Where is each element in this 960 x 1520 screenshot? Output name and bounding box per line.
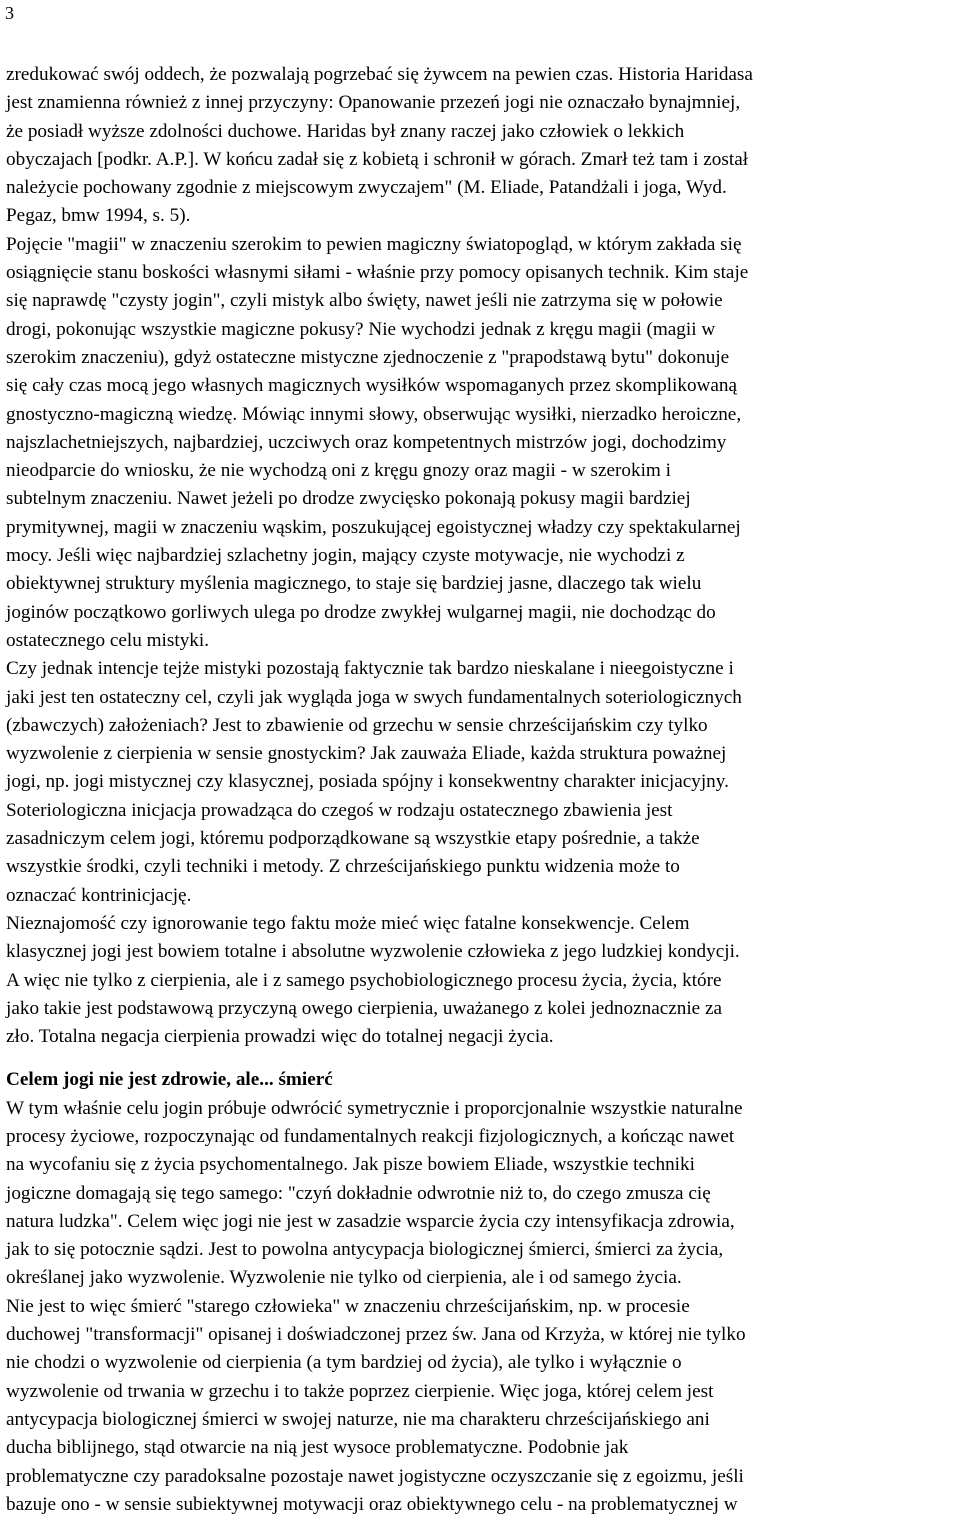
text-line: Nieznajomość czy ignorowanie tego faktu może mieć więc fatalne konsekwencje. Celem [6, 912, 690, 934]
text-line: ducha biblijnego, stąd otwarcie na nią jest wysoce problematyczne. Podobnie jak [6, 1437, 629, 1459]
text-line: nie chodzi o wyzwolenie od cierpienia (a tym bardziej od życia), ale tylko i wyłącznie o [6, 1352, 682, 1374]
paragraph [6, 1293, 954, 1519]
text-line: problematyczne czy paradoksalne pozostaje nawet jogistyczne oczyszczanie się z egoizmu, jeśli [6, 1465, 744, 1487]
text-line: natura ludzka". Celem więc jogi nie jest w zasadzie wsparcie życia czy intensyfikacja zdrowia, [6, 1210, 735, 1232]
text-line: wszystkie środki, czyli techniki i metody. Z chrześcijańskiego punktu widzenia może to [6, 856, 680, 878]
text-line: gnostyczno-magiczną wiedzę. Mówiąc innymi słowy, obserwując wysiłki, nierzadko heroiczne, [6, 403, 742, 425]
text-line: joginów początkowo gorliwych ulega po drodze zwykłej wulgarnej magii, nie dochodząc do [6, 601, 716, 623]
text-line: klasycznej jogi jest bowiem totalne i absolutne wyzwolenie człowieka z jego ludzkiej kondycji. [6, 941, 740, 963]
text-line: jaki jest ten ostateczny cel, czyli jak wygląda joga w swych fundamentalnych soteriologicznych [6, 686, 742, 708]
text-line: duchowej "transformacji" opisanej i doświadczonej przez św. Jana od Krzyża, w której nie tylko [6, 1324, 746, 1346]
text-line: jak to się potocznie sądzi. Jest to powolna antycypacja biologicznej śmierci, śmierci za życia, [6, 1239, 724, 1261]
text-line: jako takie jest podstawową przyczyną owego cierpienia, uważanego z kolei jednoznacznie za [6, 997, 723, 1019]
text-line: zasadniczym celem jogi, któremu podporządkowane są wszystkie etapy pośrednie, a także [6, 828, 700, 850]
paragraph [6, 231, 954, 655]
text-line: obyczajach [podkr. A.P.]. W końcu zadał się z kobietą i schronił w górach. Zmarł też tam i został [6, 148, 749, 170]
text-line: Pojęcie "magii" w znaczeniu szerokim to pewien magiczny światopogląd, w którym zakłada się [6, 233, 742, 255]
text-line: bazuje ono - w sensie subiektywnej motywacji oraz obiektywnego celu - na problematycznej w [6, 1493, 738, 1515]
text-line: ostatecznego celu mistyki. [6, 629, 210, 651]
text-line: się cały czas mocą jego własnych magicznych wysiłków wspomaganych przez skomplikowaną [6, 375, 738, 397]
paragraph [6, 61, 954, 231]
text-line: antycypacja biologicznej śmierci w swojej naturze, nie ma charakteru chrześcijańskiego ani [6, 1408, 710, 1430]
text-line: że posiadł wyższe zdolności duchowe. Haridas był znany raczej jako człowiek o lekkich [6, 120, 685, 142]
paragraph [6, 910, 954, 1051]
text-line: szerokim znaczeniu), gdyż ostateczne mistyczne zjednoczenie z "prapodstawą bytu" dokonuje [6, 346, 730, 368]
text-line: wyzwolenie z cierpienia w sensie gnostyckim? Jak zauważa Eliade, każda struktura poważnej [6, 743, 727, 765]
text-line: Nie jest to więc śmierć "starego człowieka" w znaczeniu chrześcijańskim, np. w procesie [6, 1295, 690, 1317]
text-line: mocy. Jeśli więc najbardziej szlachetny jogin, mający czyste motywacje, nie wychodzi z [6, 545, 685, 567]
page-number: 3 [5, 3, 14, 23]
main-text [6, 61, 954, 1051]
text-line: się naprawdę "czysty jogin", czyli mistyk albo święty, nawet jeśli nie zatrzyma się w połowie [6, 290, 723, 312]
text-line: obiektywnej struktury myślenia magicznego, to staje się bardziej jasne, dlaczego tak wielu [6, 573, 702, 595]
text-line: prymitywnej, magii w znaczeniu wąskim, poszukującej egoistycznej władzy czy spektakularnej [6, 516, 741, 538]
document-body [6, 61, 954, 1519]
text-line: osiągnięcie stanu boskości własnymi siłami - właśnie przy pomocy opisanych technik. Kim staje [6, 262, 749, 284]
paragraph [6, 1095, 954, 1293]
text-line: oznaczać kontrinicjację. [6, 884, 192, 906]
text-line: subtelnym znaczeniu. Nawet jeżeli po drodze zwycięsko pokonają pokusy magii bardziej [6, 488, 691, 510]
section-text [6, 1095, 954, 1519]
text-line: A więc nie tylko z cierpienia, ale i z samego psychobiologicznego procesu życia, życia, które [6, 969, 722, 991]
text-line: jest znamienna również z innej przyczyny: Opanowanie przezeń jogi nie oznaczało bynajmniej, [6, 92, 741, 114]
text-line: na wycofaniu się z życia psychomentalnego. Jak pisze bowiem Eliade, wszystkie techniki [6, 1154, 695, 1176]
text-line: zło. Totalna negacja cierpienia prowadzi więc do totalnej negacji życia. [6, 1026, 554, 1048]
section-gap [6, 1051, 954, 1066]
text-line: określanej jako wyzwolenie. Wyzwolenie nie tylko od cierpienia, ale i od samego życia. [6, 1267, 682, 1289]
text-line: nieodparcie do wniosku, że nie wychodzą oni z kręgu gnozy oraz magii - w szerokim i [6, 460, 671, 482]
text-line: najszlachetniejszych, najbardziej, uczciwych oraz kompetentnych mistrzów jogi, dochodzimy [6, 431, 727, 453]
text-line: Czy jednak intencje tejże mistyki pozostają faktycznie tak bardzo nieskalane i nieegoistyczne i [6, 658, 734, 680]
text-line: (zbawczych) założeniach? Jest to zbawienie od grzechu w sensie chrześcijańskim czy tylko [6, 714, 708, 736]
text-line: Pegaz, bmw 1994, s. 5). [6, 205, 191, 227]
text-line: zredukować swój oddech, że pozwalają pogrzebać się żywcem na pewien czas. Historia Haridasa [6, 64, 753, 85]
text-line: Soteriologiczna inicjacja prowadząca do czegoś w rodzaju ostatecznego zbawienia jest [6, 799, 673, 821]
paragraph [6, 655, 954, 910]
text-line: procesy życiowe, rozpoczynając od fundamentalnych reakcji fizjologicznych, a kończąc nawet [6, 1125, 735, 1147]
section-heading: Celem jogi nie jest zdrowie, ale... śmierć [6, 1069, 333, 1091]
text-line: drogi, pokonując wszystkie magiczne pokusy? Nie wychodzi jednak z kręgu magii (magii w [6, 318, 716, 340]
text-line: należycie pochowany zgodnie z miejscowym zwyczajem" (M. Eliade, Patandżali i joga, Wyd. [6, 177, 727, 199]
text-line: jogiczne domagają się tego samego: "czyń dokładnie odwrotnie niż to, do czego zmusza cię [6, 1182, 711, 1204]
text-line: jogi, np. jogi mistycznej czy klasycznej, posiada spójny i konsekwentny charakter inicjacyjny. [6, 771, 729, 793]
text-line: wyzwolenie od trwania w grzechu i to także poprzez cierpienie. Więc joga, której celem jest [6, 1380, 714, 1402]
text-line: W tym właśnie celu jogin próbuje odwrócić symetrycznie i proporcjonalnie wszystkie naturalne [6, 1097, 743, 1119]
